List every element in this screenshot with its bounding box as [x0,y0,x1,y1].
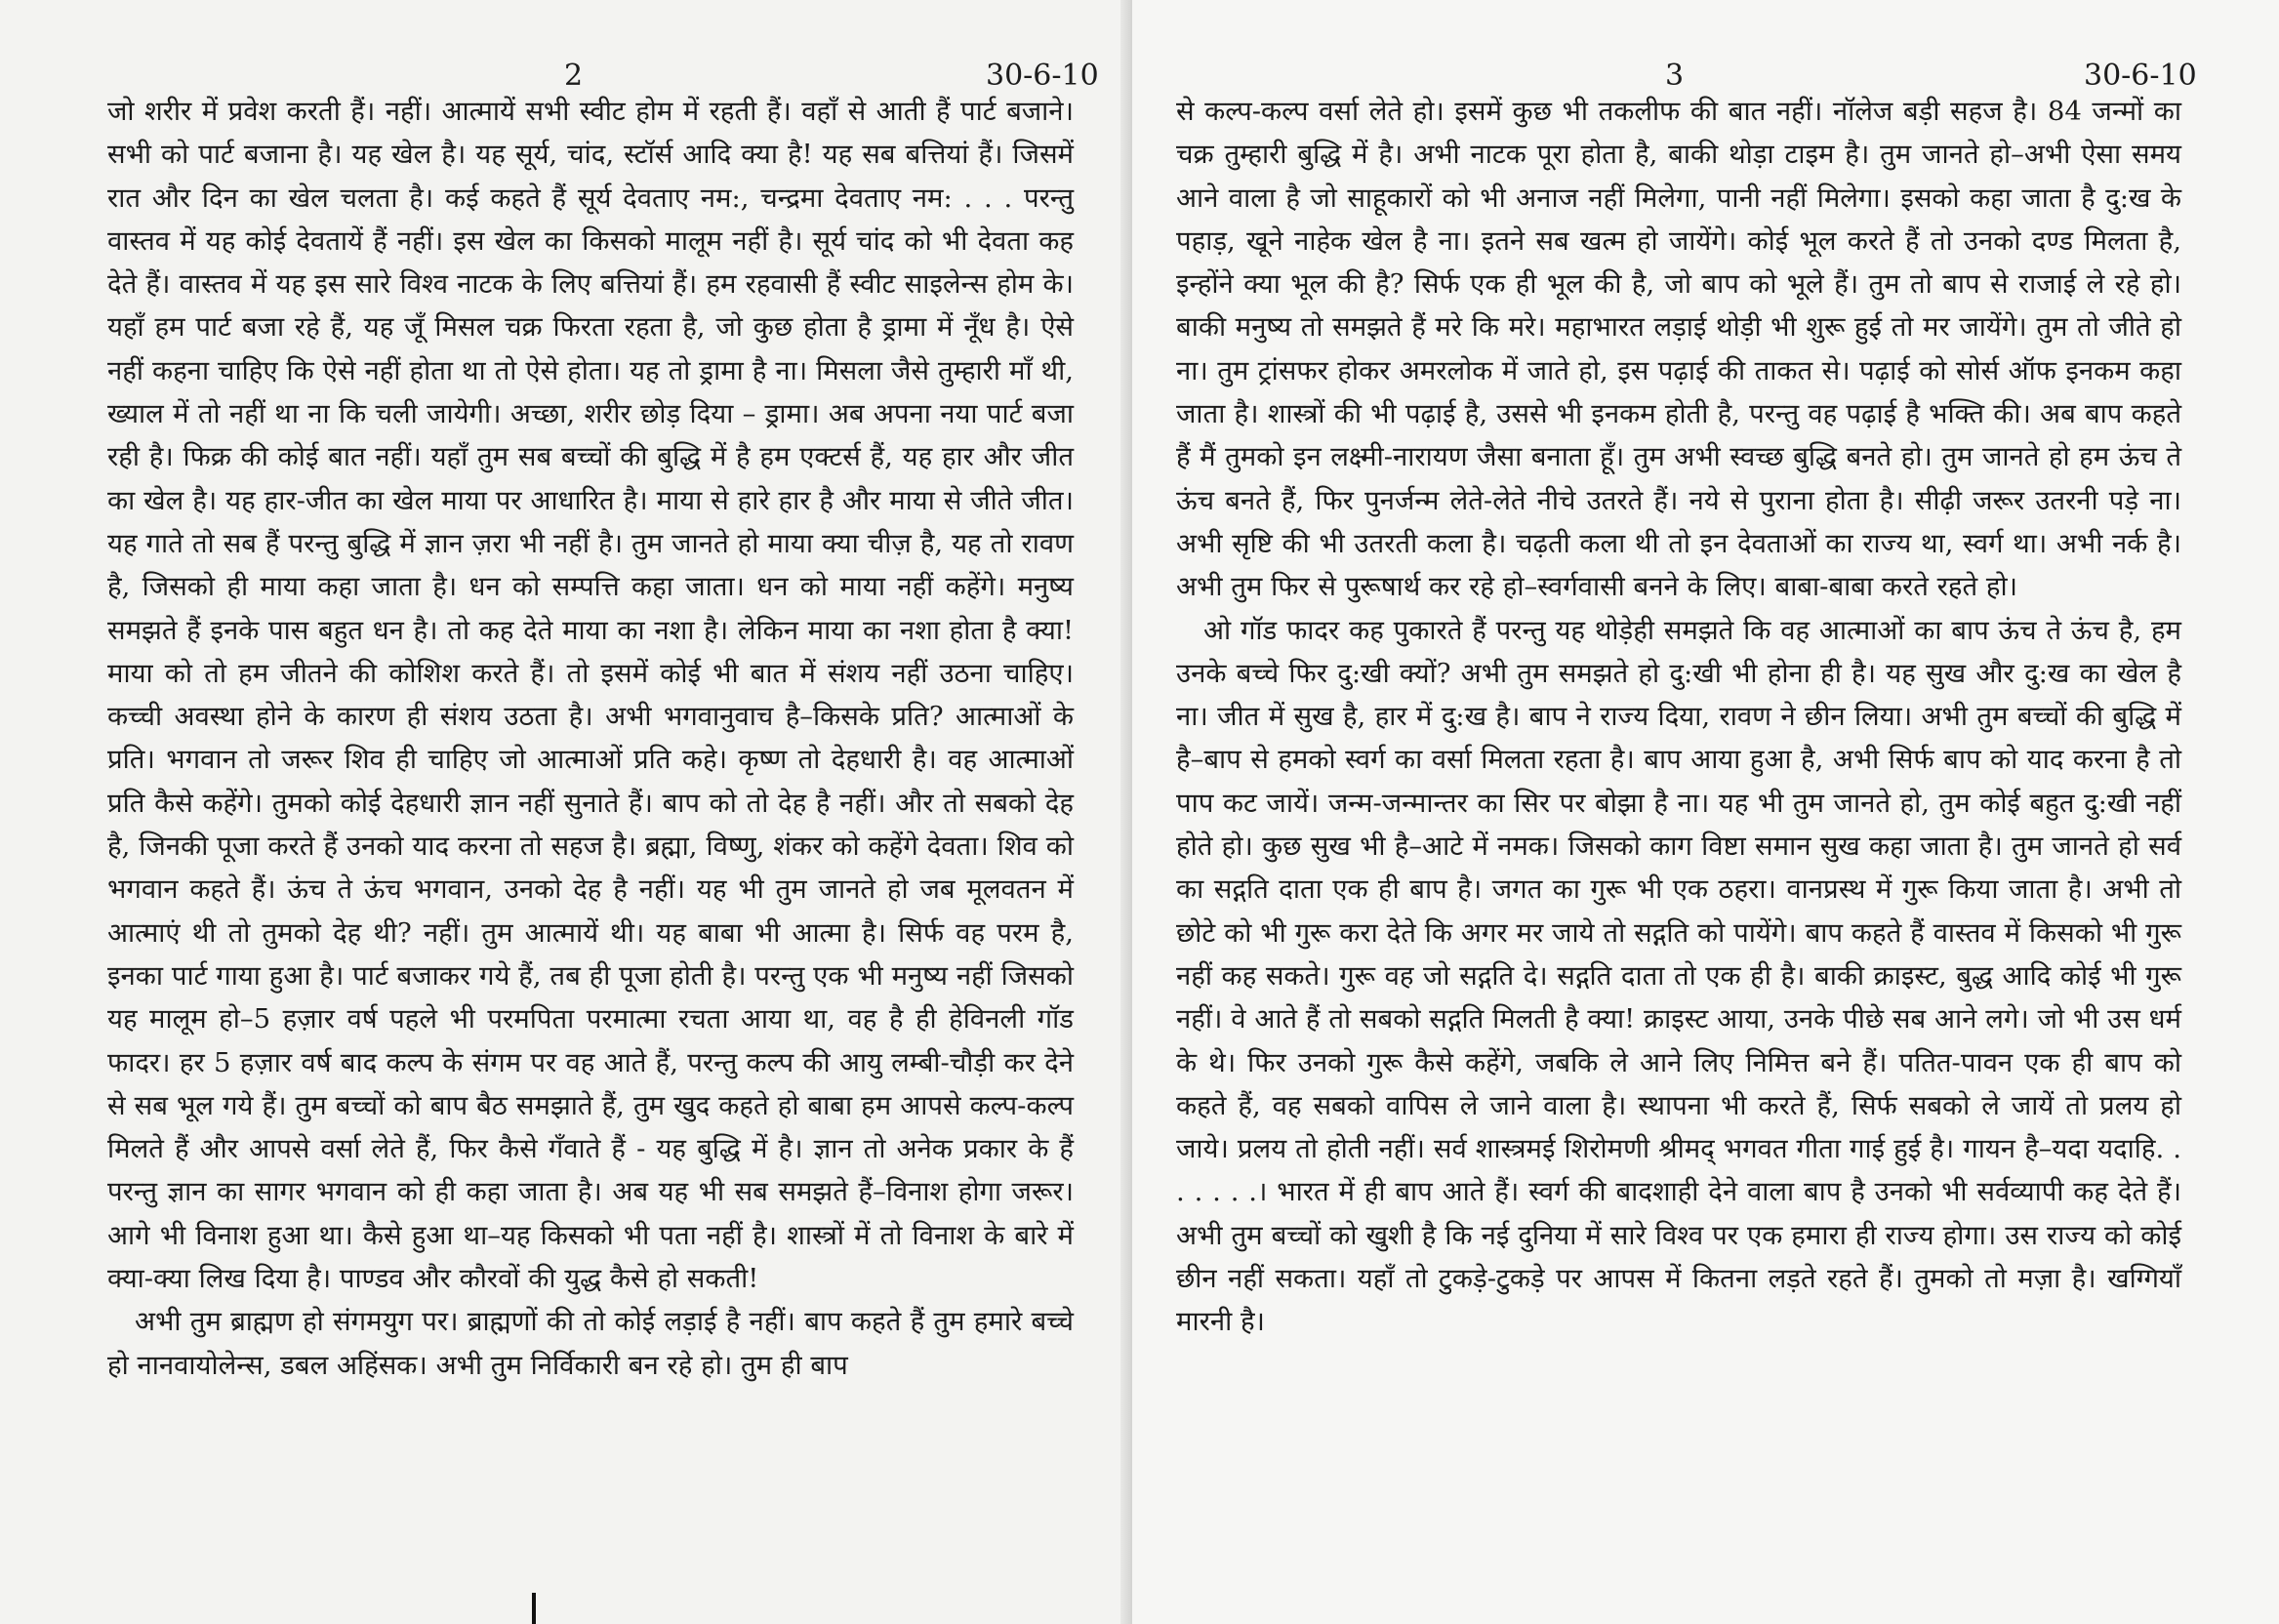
page-date: 30-6-10 [986,59,1099,93]
page-date: 30-6-10 [2084,59,2197,93]
paragraph: अभी तुम ब्राह्मण हो संगमयुग पर। ब्राह्मणों की तो कोई लड़ाई है नहीं। बाप कहते हैं तुम हमारे बच्चे हो नानवायोलेन्स, डबल अहिंसक। अभी तुम निर्विकारी बन रहे हो। तुम ही बाप [107,1306,1074,1381]
paragraph: ओ गॉड फादर कह पुकारते हैं परन्तु यह थोड़ेही समझते कि वह आत्माओं का बाप ऊंच ते ऊंच है, हम उनके बच्चे फिर दु:खी क्यों? अभी तुम समझते हो दु:खी भी होना ही है। यह सुख और दु:ख का खेल है ना। जीत में सुख है, हार में दु:ख है। बाप ने राज्य दिया, रावण ने छीन लिया। अभी तुम बच्चों की बुद्धि में है–बाप से हमको स्वर्ग का वर्सा मिलता रहता है। बाप आया हुआ है, अभी सिर्फ बाप को याद करना है तो पाप कट जायें। जन्म-जन्मान्तर का सिर पर बोझा है ना। यह भी तुम जानते हो, तुम कोई बहुत दु:खी नहीं होते हो। कुछ सुख भी है–आटे में नमक। जिसको काग विष्टा समान सुख कहा जाता है। तुम जानते हो सर्व का सद्गति दाता एक ही बाप है। जगत का गुरू भी एक ठहरा। वानप्रस्थ में गुरू किया जाता है। अभी तो छोटे को भी गुरू करा देते कि अगर मर जाये तो सद्गति को पायेंगे। बाप कहते हैं वास्तव में किसको भी गुरू नहीं कह सकते। गुरू वह जो सद्गति दे। सद्गति दाता तो एक ही है। बाकी क्राइस्ट, बुद्ध आदि कोई भी गुरू नहीं। वे आते हैं तो सबको सद्गति मिलती है क्या! क्राइस्ट आया, उनके पीछे सब आने लगे। जो भी उस धर्म के थे। फिर उनको गुरू कैसे कहेंगे, जबकि ले आने लिए निमित्त बने हैं। पतित-पावन एक ही बाप को कहते हैं, वह सबको वापिस ले जाने वाला है। स्थापना भी करते हैं, सिर्फ सबको ले जायें तो प्रलय हो जाये। प्रलय तो होती नहीं। सर्व शास्त्रमई शिरोमणी श्रीमद् भगवत गीता गाई हुई है। गायन है–यदा यदाहि. . . . . . .। भारत में ही बाप आते हैं। स्वर्ग की बादशाही देने वाला बाप है उनको भी सर्वव्यापी कह देते हैं। अभी तुम बच्चों को खुशी है कि नई दुनिया में सारे विश्व पर एक हमारा ही राज्य होगा। उस राज्य को कोई छीन नहीं सकता। यहाँ तो टुकड़े-टुकड़े पर आपस में कितना लड़ते रहते हैं। तुमको तो मज़ा है। खग्गियाँ मारनी है। [1176,614,2181,1338]
page-body-text [1176,90,2181,1344]
paragraph: जो शरीर में प्रवेश करती हैं। नहीं। आत्मायें सभी स्वीट होम में रहती हैं। वहाँ से आती हैं पार्ट बजाने। सभी को पार्ट बजाना है। यह खेल है। यह सूर्य, चांद, स्टॉर्स आदि क्या है! यह सब बत्तियां हैं। जिसमें रात और दिन का खेल चलता है। कई कहते हैं सूर्य देवताए नम:, चन्द्रमा देवताए नम: . . . परन्तु वास्तव में यह कोई देवतायें हैं नहीं। इस खेल का किसको मालूम नहीं है। सूर्य चांद को भी देवता कह देते हैं। वास्तव में यह इस सारे विश्व नाटक के लिए बत्तियां हैं। हम रहवासी हैं स्वीट साइलेन्स होम के। यहाँ हम पार्ट बजा रहे हैं, यह जूँ मिसल चक्र फिरता रहता है, जो कुछ होता है ड्रामा में नूँध है। ऐसे नहीं कहना चाहिए कि ऐसे नहीं होता था तो ऐसे होता। यह तो ड्रामा है ना। मिसला जैसे तुम्हारी माँ थी, ख्याल में तो नहीं था ना कि चली जायेगी। अच्छा, शरीर छोड़ दिया – ड्रामा। अब अपना नया पार्ट बजा रही है। फिक्र की कोई बात नहीं। यहाँ तुम सब बच्चों की बुद्धि में है हम एक्टर्स हैं, यह हार और जीत का खेल है। यह हार-जीत का खेल माया पर आधारित है। माया से हारे हार है और माया से जीते जीत। यह गाते तो सब हैं परन्तु बुद्धि में ज्ञान ज़रा भी नहीं है। तुम जानते हो माया क्या चीज़ है, यह तो रावण है, जिसको ही माया कहा जाता है। धन को सम्पत्ति कहा जाता। धन को माया नहीं कहेंगे। मनुष्य समझते हैं इनके पास बहुत धन है। तो कह देते माया का नशा है। लेकिन माया का नशा होता है क्या! माया को तो हम जीतने की कोशिश करते हैं। तो इसमें कोई भी बात में संशय नहीं उठना चाहिए। कच्ची अवस्था होने के कारण ही संशय उठता है। अभी भगवानुवाच है–किसके प्रति? आत्माओं के प्रति। भगवान तो जरूर शिव ही चाहिए जो आत्माओं प्रति कहे। कृष्ण तो देहधारी है। वह आत्माओं प्रति कैसे कहेंगे। तुमको कोई देहधारी ज्ञान नहीं सुनाते हैं। बाप को तो देह है नहीं। और तो सबको देह है, जिनकी पूजा करते हैं उनको याद करना तो सहज है। ब्रह्मा, विष्णु, शंकर को कहेंगे देवता। शिव को भगवान कहते हैं। ऊंच ते ऊंच भगवान, उनको देह है नहीं। यह भी तुम जानते हो जब मूलवतन में आत्माएं थी तो तुमको देह थी? नहीं। तुम आत्मायें थी। यह बाबा भी आत्मा है। सिर्फ वह परम है, इनका पार्ट गाया हुआ है। पार्ट बजाकर गये हैं, तब ही पूजा होती है। परन्तु एक भी मनुष्य नहीं जिसको यह मालूम हो–5 हज़ार वर्ष पहले भी परमपिता परमात्मा रचता आया था, वह है ही हेविनली गॉड फादर। हर 5 हज़ार वर्ष बाद कल्प के संगम पर वह आते हैं, परन्तु कल्प की आयु लम्बी-चौड़ी कर देने से सब भूल गये हैं। तुम बच्चों को बाप बैठ समझाते हैं, तुम खुद कहते हो बाबा हम आपसे कल्प-कल्प मिलते हैं और आपसे वर्सा लेते हैं, फिर कैसे गँवाते हैं - यह बुद्धि में है। ज्ञान तो अनेक प्रकार के हैं परन्तु ज्ञान का सागर भगवान को ही कहा जाता है। अब यह भी सब समझते हैं–विनाश होगा जरूर। आगे भी विनाश हुआ था। कैसे हुआ था–यह किसको भी पता नहीं है। शास्त्रों में तो विनाश के बारे में क्या-क्या लिख दिया है। पाण्डव और कौरवों की युद्ध कैसे हो सकती! [107,96,1074,1295]
page-number: 3 [1665,59,1685,93]
paragraph: से कल्प-कल्प वर्सा लेते हो। इसमें कुछ भी तकलीफ की बात नहीं। नॉलेज बड़ी सहज है। 84 जन्मों का चक्र तुम्हारी बुद्धि में है। अभी नाटक पूरा होता है, बाकी थोड़ा टाइम है। तुम जानते हो–अभी ऐसा समय आने वाला है जो साहूकारों को भी अनाज नहीं मिलेगा, पानी नहीं मिलेगा। इसको कहा जाता है दु:ख के पहाड़, खूने नाहेक खेल है ना। इतने सब खत्म हो जायेंगे। कोई भूल करते हैं तो उनको दण्ड मिलता है, इन्होंने क्या भूल की है? सिर्फ एक ही भूल की है, जो बाप को भूले हैं। तुम तो बाप से राजाई ले रहे हो। बाकी मनुष्य तो समझते हैं मरे कि मरे। महाभारत लड़ाई थोड़ी भी शुरू हुई तो मर जायेंगे। तुम तो जीते हो ना। तुम ट्रांसफर होकर अमरलोक में जाते हो, इस पढ़ाई की ताकत से। पढ़ाई को सोर्स ऑफ इनकम कहा जाता है। शास्त्रों की भी पढ़ाई है, उससे भी इनकम होती है, परन्तु वह पढ़ाई है भक्ति की। अब बाप कहते हैं मैं तुमको इन लक्ष्मी-नारायण जैसा बनाता हूँ। तुम अभी स्वच्छ बुद्धि बनते हो। तुम जानते हो हम ऊंच ते ऊंच बनते हैं, फिर पुनर्जन्म लेते-लेते नीचे उतरते हैं। नये से पुराना होता है। सीढ़ी जरूर उतरनी पड़े ना। अभी सृष्टि की भी उतरती कला है। चढ़ती कला थी तो इन देवताओं का राज्य था, स्वर्ग था। अभी नर्क है। अभी तुम फिर से पुरूषार्थ कर रहे हो–स्वर्गवासी बनने के लिए। बाबा-बाबा करते रहते हो। [1176,96,2181,603]
page-number: 2 [564,59,584,93]
left-page [0,0,1132,1624]
page-body-text [107,90,1074,1387]
right-page [1132,0,2279,1624]
binding-mark [532,1593,536,1624]
